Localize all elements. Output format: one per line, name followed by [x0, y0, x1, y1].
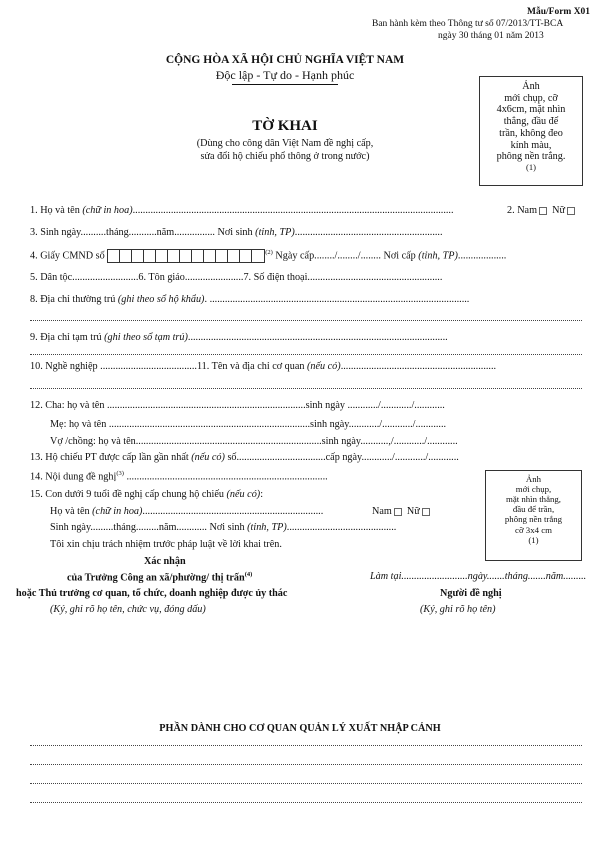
- oath-statement: Tôi xin chịu trách nhiệm trước pháp luật về lời khai trên.: [50, 539, 282, 550]
- field-9-continuation-line[interactable]: [30, 354, 582, 355]
- photo-text-line: Ảnh: [522, 81, 540, 92]
- field-13-previous-passport[interactable]: 13. Hộ chiếu PT được cấp lần gần nhất (nếu có) số...................................cấp ngày............/............/............: [30, 452, 459, 463]
- photo-text-line: phông nền trắng.: [496, 151, 566, 163]
- field-1-fullname[interactable]: 1. Họ và tên (chữ in hoa)..............................................................................................................................: [30, 205, 454, 216]
- field-15-child-birth[interactable]: Sinh ngày.........tháng.........năm............ Nơi sinh (tỉnh, TP)...........................................: [50, 522, 397, 533]
- photo-text-line: (1): [528, 534, 539, 545]
- issued-line-2: ngày 30 tháng 01 năm 2013: [438, 31, 544, 41]
- field-9-temporary-address[interactable]: 9. Địa chỉ tạm trú (ghi theo sổ tạm trú)......................................................................................................: [30, 332, 448, 343]
- photo-box-main: [479, 76, 583, 186]
- office-line[interactable]: [30, 802, 582, 803]
- confirmation-title: Xác nhận: [144, 556, 186, 567]
- photo-text-line: cỡ 3x4 cm: [515, 524, 552, 535]
- field-12-spouse[interactable]: Vợ /chồng: họ và tên.........................................................................sinh ngày...........,/............/............: [50, 436, 458, 447]
- photo-box-child: [485, 470, 582, 561]
- issued-line-1: Ban hành kèm theo Thông tư số 07/2013/TT-BCA: [372, 19, 564, 29]
- country-name: CỘNG HÒA XÃ HỘI CHỦ NGHĨA VIỆT NAM: [165, 54, 405, 66]
- field-15-child-gender: Nam Nữ: [372, 506, 430, 517]
- field-12-father[interactable]: 12. Cha: họ và tên ..............................................................................sinh ngày ............/............/............: [30, 400, 445, 411]
- photo-text-line: kính màu,: [510, 139, 552, 151]
- female-checkbox[interactable]: [567, 207, 575, 215]
- male-checkbox[interactable]: [539, 207, 547, 215]
- field-11-continuation-line[interactable]: [30, 388, 582, 389]
- photo-text-line: mới chụp,: [515, 484, 552, 495]
- photo-text-line: phông nền trắng: [504, 514, 563, 525]
- photo-text-line: (1): [526, 162, 536, 173]
- form-title: TỜ KHAI: [252, 118, 318, 134]
- applicant-title: Người đề nghị: [440, 588, 502, 599]
- made-at-date[interactable]: Làm tại..........................ngày.......tháng.......năm.........: [370, 571, 587, 582]
- form-subtitle-1: (Dùng cho công dân Việt Nam đề nghị cấp,: [196, 138, 374, 149]
- field-8-permanent-address[interactable]: 8. Địa chỉ thường trú (ghi theo sổ hộ khẩu). ......................................................................................................: [30, 294, 470, 305]
- field-15-child-name[interactable]: Họ và tên (chữ in hoa).......................................................................: [50, 506, 324, 517]
- office-line[interactable]: [30, 764, 582, 765]
- photo-text-line: Ảnh: [525, 474, 542, 484]
- id-number-boxes[interactable]: [107, 249, 265, 263]
- photo-text-line: 4x6cm, mặt nhìn: [496, 104, 566, 116]
- child-female-checkbox[interactable]: [422, 508, 430, 516]
- confirmation-authority: của Trưởng Công an xã/phường/ thị trấn$^{(4)}$: [67, 571, 253, 584]
- field-12-mother[interactable]: Mẹ: họ và tên ...............................................................................sinh ngày............/............/............: [50, 419, 447, 430]
- photo-text-line: đầu để trần,: [512, 504, 555, 515]
- field-4-id-card[interactable]: 4. Giấy CMND số $^{(2)}$ Ngày cấp......../......../........ Nơi cấp (tỉnh, TP)...................: [30, 249, 507, 262]
- office-line[interactable]: [30, 745, 582, 746]
- field-14-request-content[interactable]: 14. Nội dung đề nghị$^{(3)}$ ...............................................................................: [30, 470, 328, 483]
- photo-text-line: thẳng, đầu để: [503, 116, 559, 128]
- national-motto: Độc lập - Tự do - Hạnh phúc: [215, 68, 355, 82]
- field-15-child-label: 15. Con dưới 9 tuổi đề nghị cấp chung hộ chiếu (nếu có):: [30, 489, 264, 500]
- field-5-7-ethnicity-religion-phone[interactable]: 5. Dân tộc..........................6. Tôn giáo.......................7. Số điện thoại.....................................................: [30, 272, 443, 283]
- applicant-sign-note: (Ký, ghi rõ họ tên): [420, 604, 496, 615]
- confirmation-alternative: hoặc Thủ trưởng cơ quan, tổ chức, doanh nghiệp được ủy thác: [16, 588, 288, 599]
- office-line[interactable]: [30, 783, 582, 784]
- motto-underline: [232, 84, 338, 85]
- field-3-birth[interactable]: 3. Sinh ngày..........tháng...........năm................ Nơi sinh (tỉnh, TP)..........................................................: [30, 227, 443, 238]
- photo-text-line: mặt nhìn thẳng,: [506, 494, 561, 505]
- office-section-title: PHẦN DÀNH CHO CƠ QUAN QUẢN LÝ XUẤT NHẬP CẢNH: [159, 723, 441, 734]
- photo-text-line: trần, không đeo: [499, 127, 563, 139]
- confirmation-sign-note: (Ký, ghi rõ họ tên, chức vụ, đóng dấu): [50, 604, 206, 615]
- field-8-continuation-line[interactable]: [30, 320, 582, 321]
- photo-text-line: mới chụp, cỡ: [504, 92, 558, 104]
- form-subtitle-2: sửa đổi hộ chiếu phổ thông ở trong nước): [200, 151, 370, 162]
- field-10-11-occupation-workplace[interactable]: 10. Nghề nghiệp ......................................11. Tên và địa chỉ cơ quan (nếu có).............................................................: [30, 361, 497, 372]
- field-2-gender: 2. Nam Nữ: [507, 205, 575, 216]
- child-male-checkbox[interactable]: [394, 508, 402, 516]
- form-code: Mẫu/Form X01: [527, 7, 591, 17]
